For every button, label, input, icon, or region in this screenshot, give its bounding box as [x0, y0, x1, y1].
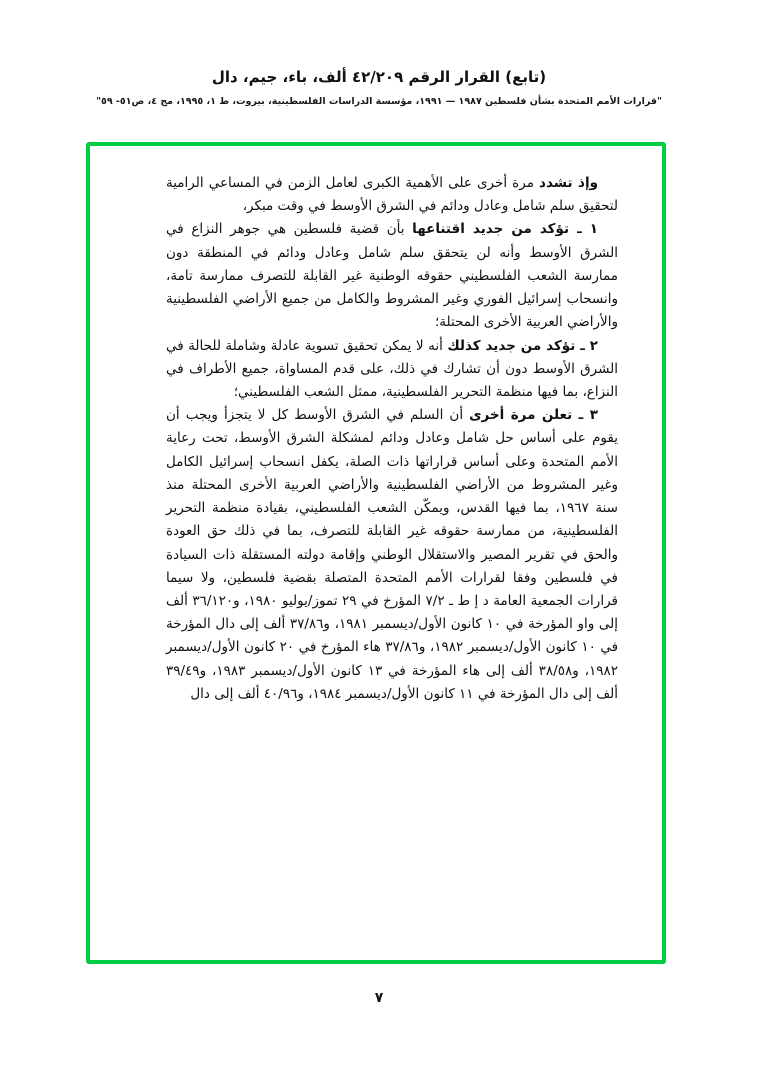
- text-frame-border: [86, 142, 666, 964]
- paragraph-lead: ١ ـ تؤكد من جديد اقتناعها: [412, 221, 598, 238]
- paragraph-clause-3: [166, 404, 618, 706]
- document-footer: [0, 990, 758, 1006]
- paragraph-lead: وإذ تشدد: [539, 175, 599, 191]
- paragraph-text: أنه لا يمكن تحقيق تسوية عادلة وشاملة للحالة في الشرق الأوسط دون أن تشارك في ذلك، على قدم المساواة، جميع الأطراف في النزاع، بما فيها منظمة التحرير الفلسطينية، ممثل الشعب الفلسطيني؛: [166, 337, 618, 400]
- paragraph-text: بأن قضية فلسطين هي جوهر النزاع في الشرق الأوسط وأنه لن يتحقق سلم شامل وعادل ودائم في المنطقة دون ممارسة الشعب الفلسطيني حقوقه الوطنية غير القابلة للتصرف ممارسة تامة، وانسحاب إسرائيل الفوري وغير المشروط والكامل من جميع الأراضي الفلسطينية والأراضي العربية الأخرى المحتلة؛: [166, 221, 618, 331]
- paragraph-lead: ٢ ـ تؤكد من جديد كذلك: [447, 337, 598, 354]
- page-number: ٧: [374, 990, 384, 1006]
- resolution-text: [90, 146, 662, 706]
- paragraph-text: أن السلم في الشرق الأوسط كل لا يتجزأ ويجب أن يقوم على أساس حل شامل وعادل ودائم لمشكلة الشرق الأوسط، تحت رعاية الأمم المتحدة وعلى أساس قراراتها ذات الصلة، يكفل انسحاب إسرائيل الكامل وغير المشروط من الأراضي الفلسطينية والأراضي العربية الأخرى المحتلة منذ سنة ١٩٦٧، بما فيها القدس، ويمكّن الشعب الفلسطيني، بقيادة منظمة التحرير الفلسطينية، من ممارسة حقوقه غير القابلة للتصرف، بما في ذلك حق العودة والحق في تقرير المصير والاستقلال الوطني وإقامة دولته المستقلة ذات السيادة في فلسطين وفقا لقرارات الأمم المتحدة المتصلة بقضية فلسطين، ولا سيما قرارات الجمعية العامة د إ ط ـ ٧/٢ المؤرخ في ٢٩ تموز/يوليو ١٩٨٠، و٣٦/١٢٠ ألف إلى واو المؤرخة في ١٠ كانون الأول/ديسمبر ١٩٨١، و٣٧/٨٦ ألف إلى دال المؤرخة في ١٠ كانون الأول/ديسمبر ١٩٨٢، و٣٧/٨٦ هاء المؤرخ في ٢٠ كانون الأول/ديسمبر ١٩٨٢، و٣٨/٥٨ ألف إلى هاء المؤرخة في ١٣ كانون الأول/ديسمبر ١٩٨٣، و٣٩/٤٩ ألف إلى دال المؤرخة في ١١ كانون الأول/ديسمبر ١٩٨٤، و٤٠/٩٦ ألف إلى دال: [166, 407, 619, 702]
- document-title: (تابع) القرار الرقم ٤٢/٢٠٩ ألف، باء، جيم، دال: [211, 68, 547, 86]
- document-header: [0, 68, 758, 107]
- paragraph-text: مرة أخرى على الأهمية الكبرى لعامل الزمن في المساعي الرامية لتحقيق سلم شامل وعادل ودائم في الشرق الأوسط في وقت مبكر،: [166, 175, 618, 215]
- paragraph-clause-1: [166, 218, 618, 334]
- paragraph-preamble: [166, 172, 618, 218]
- paragraph-lead: ٣ ـ تعلن مرة أخرى: [469, 407, 599, 424]
- document-source-line: "قرارات الأمم المتحدة بشأن فلسطين ١٩٨٧ — ١٩٩١، مؤسسة الدراسات الفلسطينية، بيروت، ط ١، ١٩٩٥، مج ٤، ص٥١- ٥٩": [96, 96, 662, 107]
- paragraph-clause-2: [166, 335, 618, 405]
